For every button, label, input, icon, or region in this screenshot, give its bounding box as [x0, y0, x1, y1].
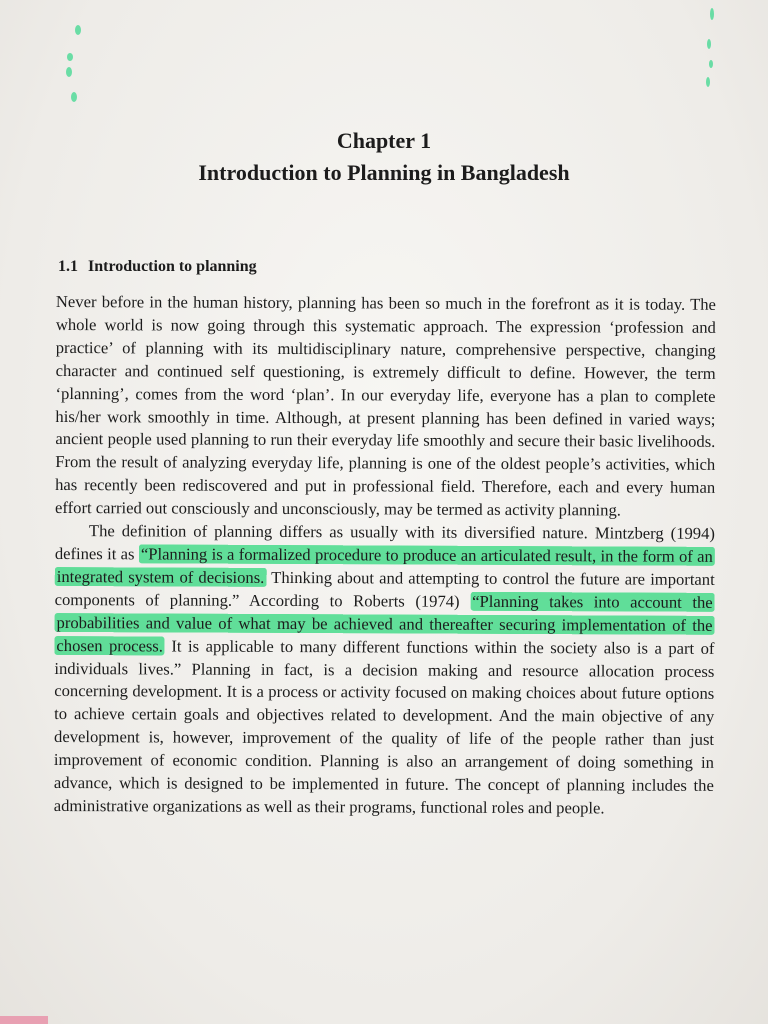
chapter-title: Introduction to Planning in Bangladesh — [198, 160, 570, 185]
bleed-mark — [67, 53, 73, 61]
bleed-mark — [706, 77, 710, 87]
paragraph-2 — [54, 520, 715, 821]
pink-page-tab — [0, 1016, 48, 1024]
bleed-mark — [71, 92, 77, 102]
paragraph-2-rest: It is applicable to many different functions within the society also is a part of individuals lives.” Planning in fact, is a decision making and resource allocation process concerning development. It is a process or activity focused on making choices about future options to achieve certain goals and objectives related to development. And the main objective of any development is, however, improvement of the quality of life of the people rather than just improvement of economic condition. Planning is also an arrangement of doing something in advance, which is designed to be implemented in future. The concept of planning includes the administrative organizations as well as their programs, functional roles and people. — [53, 636, 715, 818]
body-text — [54, 291, 716, 821]
bleed-mark — [710, 8, 714, 20]
highlighter-bleed-marks — [0, 0, 768, 130]
section-heading — [58, 258, 257, 276]
bleed-mark — [75, 25, 81, 35]
bleed-mark — [709, 60, 713, 68]
section-title: Introduction to planning — [88, 258, 257, 275]
highlighted-quote-roberts: “Planning takes into account the probabilities and value of what may be achieved and thereafter securing implementation of the chosen process. — [54, 592, 714, 655]
chapter-heading — [0, 126, 768, 188]
paragraph-2-mid: Thinking about and attempting to control the future are important components of planning.” According to Roberts (1974) — [54, 567, 715, 611]
bleed-mark — [707, 39, 711, 49]
section-number: 1.1 — [58, 258, 78, 275]
highlighted-quote-mintzberg: “Planning is a formalized procedure to produce an articulated result, in the form of an integrated system of decisions. — [56, 544, 713, 587]
paragraph-2-intro: The definition of planning differs as usually with its diversified nature. Mintzberg (1994) defines it as — [54, 521, 715, 564]
chapter-number: Chapter 1 — [336, 128, 432, 153]
paragraph-1: Never before in the human history, planning has been so much in the forefront as it is today. The whole world is now going through this systematic approach. The expression ‘profession and practice’ of planning with its multidisciplinary nature, comprehensive perspective, changing character and continued self questioning, is extremely difficult to define. However, the term ‘planning’, comes from the word ‘plan’. In our everyday life, everyone has a plan to complete his/her work smoothly in time. Although, at present planning has been defined in varied ways; ancient people used planning to run their everyday life smoothly and secure their basic livelihoods. From the result of analyzing everyday life, planning is one of the oldest people’s activities, which has recently been rediscovered and put in professional field. Therefore, each and every human effort carried out consciously and unconsciously, may be termed as activity planning. — [55, 292, 716, 520]
bleed-mark — [66, 67, 72, 77]
